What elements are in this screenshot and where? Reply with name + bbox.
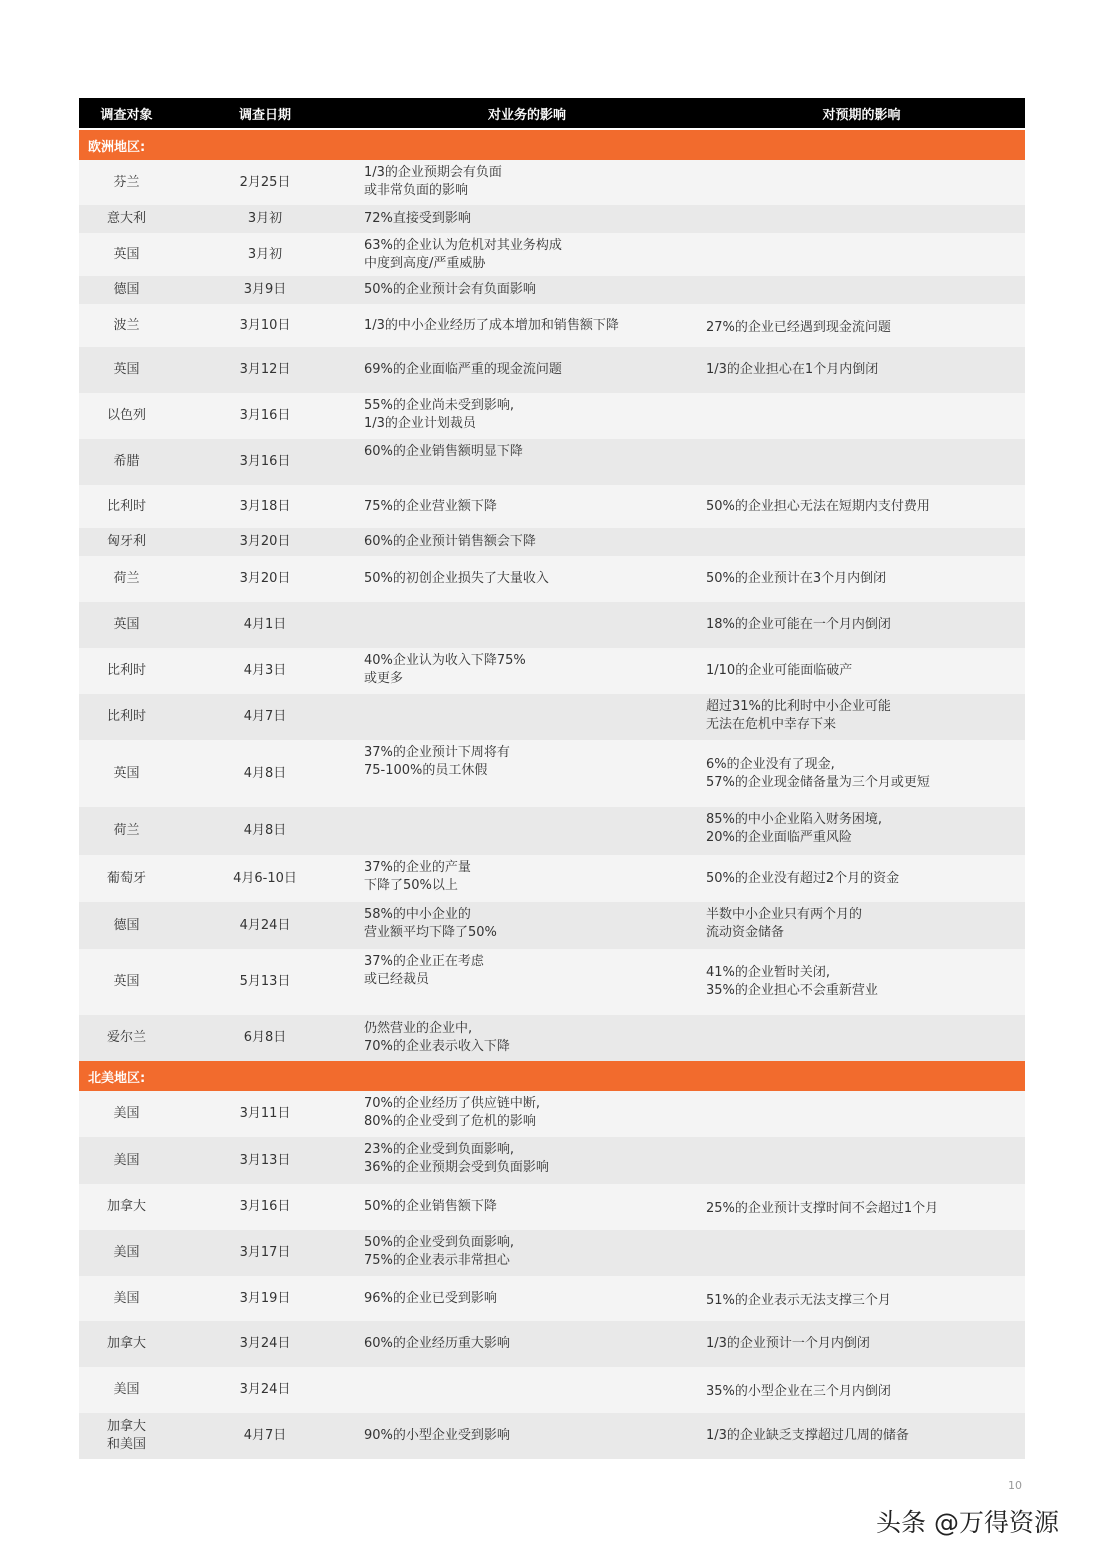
cell-survey-target: 英国 xyxy=(113,362,140,377)
cell-survey-date: 3月10日 xyxy=(239,317,291,333)
table-row xyxy=(79,740,1025,807)
cell-survey-date: 3月16日 xyxy=(239,408,291,423)
table-row xyxy=(79,949,1025,1015)
cell-survey-date: 4月7日 xyxy=(243,709,287,724)
table-row xyxy=(79,393,1025,439)
cell-expectation-impact: 50%的企业预计在3个月内倒闭 xyxy=(706,571,887,586)
cell-expectation-impact: 41%的企业暂时关闭, 35%的企业担心不会重新营业 xyxy=(706,965,878,998)
table-row xyxy=(79,485,1025,528)
cell-survey-date: 3月24日 xyxy=(239,1336,291,1351)
cell-expectation-impact xyxy=(698,205,1025,233)
table-row xyxy=(79,347,1025,393)
cell-business-impact xyxy=(356,602,698,648)
cell-business-impact xyxy=(356,807,698,855)
cell-business-impact: 55%的企业尚未受到影响, 1/3的企业计划裁员 xyxy=(364,398,515,431)
table-row xyxy=(79,694,1025,740)
table-row xyxy=(79,1015,1025,1061)
cell-business-impact: 23%的企业受到负面影响, 36%的企业预期会受到负面影响 xyxy=(364,1142,549,1175)
table-row xyxy=(79,902,1025,949)
cell-business-impact xyxy=(356,694,698,740)
cell-survey-target: 美国 xyxy=(113,1152,140,1168)
cell-expectation-impact: 超过31%的比利时中小企业可能 无法在危机中幸存下来 xyxy=(706,699,891,732)
cell-survey-date: 3月20日 xyxy=(239,534,291,549)
table-row xyxy=(79,807,1025,855)
cell-survey-target: 意大利 xyxy=(106,211,146,226)
cell-business-impact: 60%的企业预计销售额会下降 xyxy=(364,534,536,549)
table-row xyxy=(79,556,1025,602)
cell-survey-date: 3月11日 xyxy=(239,1106,291,1121)
cell-business-impact: 50%的企业销售额下降 xyxy=(364,1199,497,1214)
cell-business-impact: 50%的初创企业损失了大量收入 xyxy=(364,571,549,586)
table-row xyxy=(79,304,1025,347)
header-survey-date: 调查日期 xyxy=(238,107,291,123)
cell-business-impact: 37%的企业预计下周将有 75-100%的员工休假 xyxy=(364,745,510,778)
cell-expectation-impact: 27%的企业已经遇到现金流问题 xyxy=(706,319,891,335)
header-survey-target: 调查对象 xyxy=(100,107,153,123)
cell-business-impact xyxy=(356,1367,698,1413)
cell-survey-date: 3月19日 xyxy=(239,1290,291,1306)
watermark: 头条 @万得资源 xyxy=(876,1508,1059,1537)
cell-business-impact: 75%的企业营业额下降 xyxy=(364,498,497,514)
cell-business-impact: 72%直接受到影响 xyxy=(364,211,471,226)
cell-survey-date: 3月初 xyxy=(247,211,283,226)
cell-survey-date: 3月17日 xyxy=(239,1245,291,1260)
cell-expectation-impact: 1/10的企业可能面临破产 xyxy=(706,663,853,678)
survey-table xyxy=(79,98,1025,1459)
cell-expectation-impact xyxy=(698,160,1025,205)
cell-survey-target: 葡萄牙 xyxy=(106,870,146,886)
cell-survey-target: 美国 xyxy=(113,1106,140,1121)
cell-survey-date: 3月16日 xyxy=(239,1199,291,1214)
cell-survey-date: 4月3日 xyxy=(243,663,287,678)
table-row xyxy=(79,276,1025,304)
cell-expectation-impact xyxy=(698,393,1025,439)
table-row xyxy=(79,160,1025,205)
table-header xyxy=(79,98,1025,128)
table-row xyxy=(79,1367,1025,1413)
cell-survey-date: 3月16日 xyxy=(239,454,291,469)
cell-survey-target: 荷兰 xyxy=(113,571,140,586)
cell-business-impact: 60%的企业经历重大影响 xyxy=(364,1336,510,1351)
cell-survey-target: 比利时 xyxy=(106,663,146,678)
table-row xyxy=(79,1276,1025,1321)
cell-expectation-impact: 半数中小企业只有两个月的 流动资金储备 xyxy=(706,907,863,940)
cell-expectation-impact: 50%的企业担心无法在短期内支付费用 xyxy=(706,498,930,514)
cell-survey-target: 美国 xyxy=(113,1290,140,1306)
cell-business-impact: 58%的中小企业的 营业额平均下降了50% xyxy=(364,907,497,940)
cell-survey-target: 比利时 xyxy=(106,498,146,514)
cell-expectation-impact xyxy=(698,1137,1025,1184)
table-row xyxy=(79,648,1025,694)
cell-expectation-impact: 85%的中小企业陷入财务困境, 20%的企业面临严重风险 xyxy=(706,812,883,845)
cell-survey-target: 匈牙利 xyxy=(106,534,146,549)
cell-business-impact: 60%的企业销售额明显下降 xyxy=(364,444,523,459)
cell-business-impact: 37%的企业的产量 下降了50%以上 xyxy=(364,860,471,893)
cell-business-impact: 96%的企业已受到影响 xyxy=(364,1290,497,1306)
cell-survey-date: 4月6-10日 xyxy=(233,870,297,886)
cell-expectation-impact: 50%的企业没有超过2个月的资金 xyxy=(706,870,900,886)
cell-survey-date: 3月20日 xyxy=(239,571,291,586)
table-row xyxy=(79,1137,1025,1184)
cell-survey-date: 4月1日 xyxy=(243,617,287,632)
cell-survey-target: 加拿大 xyxy=(106,1199,146,1214)
cell-expectation-impact: 1/3的企业缺乏支撑超过几周的储备 xyxy=(706,1428,909,1443)
cell-survey-target: 英国 xyxy=(113,974,140,989)
page-number: 10 xyxy=(1008,1479,1022,1492)
table-row xyxy=(79,855,1025,902)
cell-business-impact: 50%的企业受到负面影响, 75%的企业表示非常担心 xyxy=(364,1235,515,1268)
table-row xyxy=(79,1413,1025,1459)
cell-survey-target: 美国 xyxy=(113,1245,140,1260)
cell-survey-date: 3月9日 xyxy=(243,282,287,297)
cell-survey-date: 4月8日 xyxy=(243,765,287,781)
cell-survey-date: 3月初 xyxy=(247,246,283,262)
cell-business-impact: 63%的企业认为危机对其业务构成 中度到高度/严重威胁 xyxy=(364,238,562,271)
cell-business-impact: 70%的企业经历了供应链中断, 80%的企业受到了危机的影响 xyxy=(364,1096,541,1129)
region-header: 欧洲地区: xyxy=(79,130,1025,160)
cell-survey-target: 荷兰 xyxy=(113,823,140,838)
cell-expectation-impact xyxy=(698,1015,1025,1061)
cell-survey-target: 英国 xyxy=(113,617,140,632)
table-row xyxy=(79,205,1025,233)
cell-survey-target: 加拿大 xyxy=(106,1336,146,1351)
table-row xyxy=(79,602,1025,648)
cell-expectation-impact xyxy=(698,276,1025,304)
cell-expectation-impact xyxy=(698,528,1025,556)
cell-expectation-impact: 35%的小型企业在三个月内倒闭 xyxy=(706,1384,891,1399)
cell-business-impact: 1/3的中小企业经历了成本增加和销售额下降 xyxy=(364,317,619,333)
cell-expectation-impact: 6%的企业没有了现金, 57%的企业现金储备量为三个月或更短 xyxy=(706,756,930,790)
cell-business-impact: 50%的企业预计会有负面影响 xyxy=(364,282,536,297)
cell-survey-target: 德国 xyxy=(113,917,140,933)
cell-survey-target: 爱尔兰 xyxy=(106,1030,146,1045)
cell-survey-date: 3月13日 xyxy=(239,1152,291,1168)
table-row xyxy=(79,1091,1025,1137)
cell-survey-date: 3月24日 xyxy=(239,1382,291,1397)
table-row xyxy=(79,233,1025,276)
cell-business-impact: 90%的小型企业受到影响 xyxy=(364,1428,510,1443)
cell-business-impact: 40%企业认为收入下降75% 或更多 xyxy=(364,653,526,686)
cell-survey-target: 以色列 xyxy=(106,408,146,423)
table-row xyxy=(79,439,1025,485)
cell-survey-target: 希腊 xyxy=(113,454,140,469)
cell-survey-date: 4月7日 xyxy=(243,1428,287,1443)
cell-expectation-impact: 51%的企业表示无法支撑三个月 xyxy=(706,1292,891,1308)
region-header: 北美地区: xyxy=(79,1061,1025,1091)
cell-expectation-impact: 25%的企业预计支撑时间不会超过1个月 xyxy=(706,1201,939,1216)
cell-expectation-impact xyxy=(698,1091,1025,1137)
cell-survey-target: 德国 xyxy=(113,282,140,297)
cell-survey-date: 6月8日 xyxy=(243,1030,287,1045)
table-row xyxy=(79,1321,1025,1367)
cell-expectation-impact xyxy=(698,439,1025,485)
cell-survey-date: 5月13日 xyxy=(239,974,291,989)
header-business-impact: 对业务的影响 xyxy=(487,107,566,123)
header-expectation-impact: 对预期的影响 xyxy=(822,107,901,123)
cell-business-impact: 37%的企业正在考虑 或已经裁员 xyxy=(364,954,484,987)
cell-survey-date: 3月18日 xyxy=(239,498,291,514)
cell-survey-target: 英国 xyxy=(113,246,140,262)
cell-survey-date: 3月12日 xyxy=(239,362,291,377)
cell-expectation-impact: 18%的企业可能在一个月内倒闭 xyxy=(706,617,891,632)
cell-business-impact: 69%的企业面临严重的现金流问题 xyxy=(364,362,562,377)
cell-survey-target: 波兰 xyxy=(113,317,140,333)
table-row xyxy=(79,1184,1025,1230)
table-body xyxy=(79,130,1025,1459)
cell-survey-target: 英国 xyxy=(113,765,140,781)
cell-survey-target: 比利时 xyxy=(106,709,146,724)
cell-survey-date: 4月8日 xyxy=(243,823,287,838)
cell-expectation-impact: 1/3的企业担心在1个月内倒闭 xyxy=(706,362,879,377)
cell-business-impact: 仍然营业的企业中, 70%的企业表示收入下降 xyxy=(364,1021,510,1054)
cell-survey-target: 芬兰 xyxy=(113,174,140,190)
cell-expectation-impact xyxy=(698,1230,1025,1276)
cell-survey-date: 2月25日 xyxy=(239,174,291,190)
cell-survey-date: 4月24日 xyxy=(239,917,291,933)
cell-expectation-impact: 1/3的企业预计一个月内倒闭 xyxy=(706,1336,870,1351)
cell-survey-target: 加拿大 和美国 xyxy=(106,1419,146,1452)
cell-business-impact: 1/3的企业预期会有负面 或非常负面的影响 xyxy=(364,165,502,198)
cell-survey-target: 美国 xyxy=(113,1382,140,1397)
table-row xyxy=(79,1230,1025,1276)
cell-expectation-impact xyxy=(698,233,1025,276)
table-row xyxy=(79,528,1025,556)
